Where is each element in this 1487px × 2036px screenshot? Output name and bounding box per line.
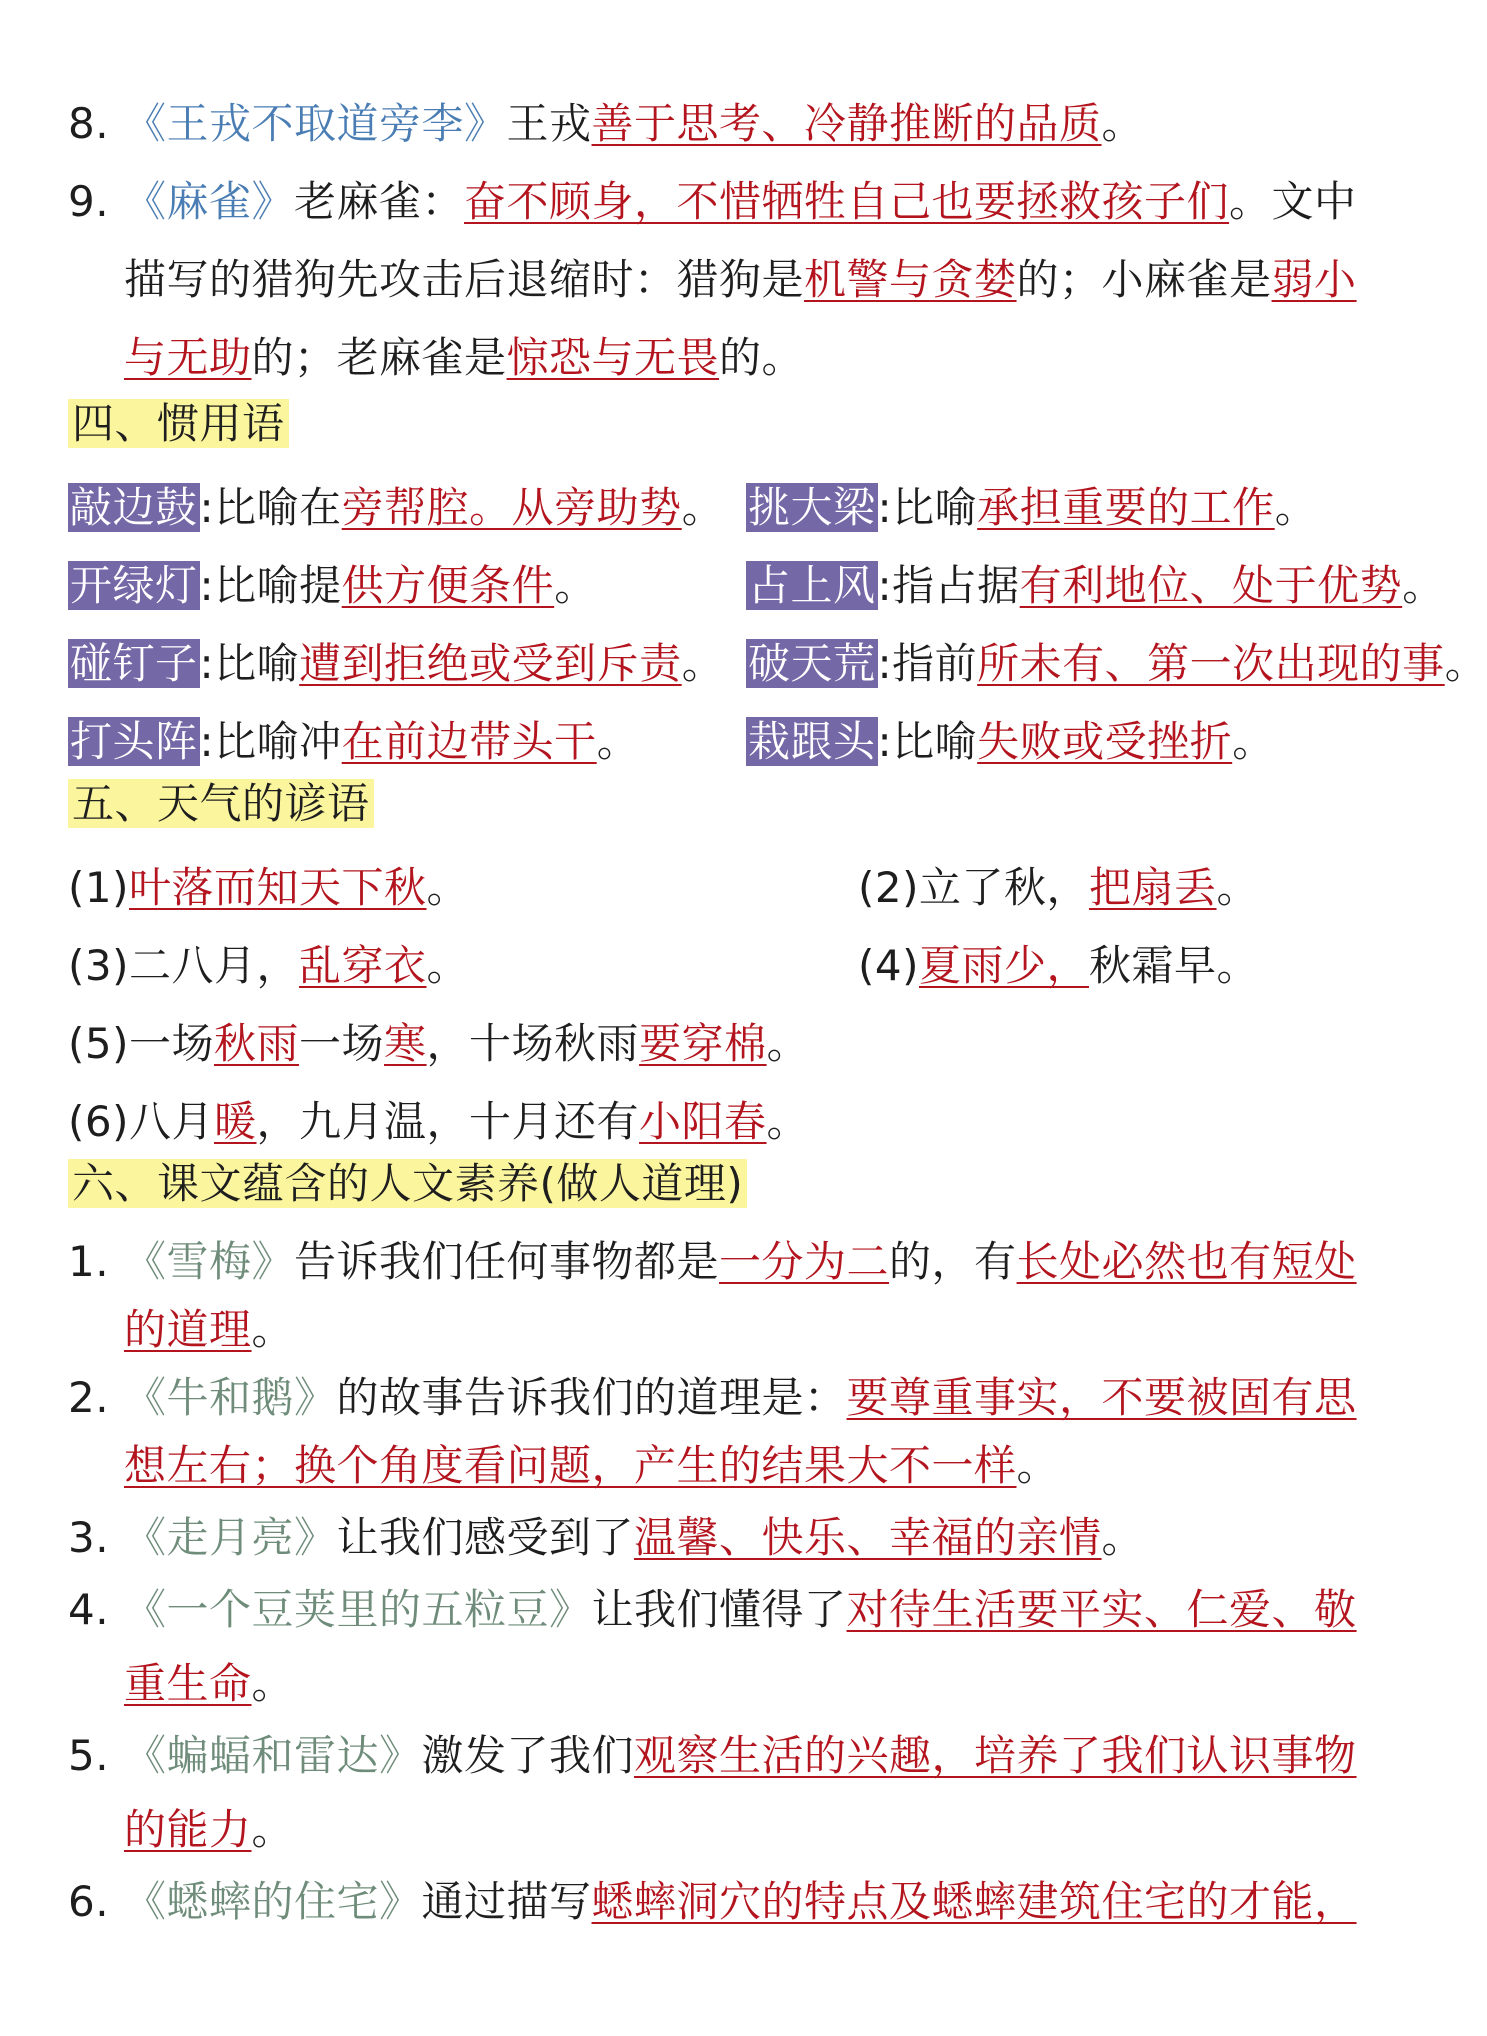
- text: 。: [1216, 863, 1260, 912]
- item-number: 2.: [68, 1373, 110, 1422]
- text: (2)立了秋，: [858, 863, 1089, 912]
- idiom-term: 挑大梁: [748, 483, 876, 532]
- idiom-row-2-right: [746, 560, 1445, 612]
- answer-underlined: 温馨、快乐、幸福的亲情: [634, 1513, 1102, 1562]
- answer-underlined: 失败或受挫折: [977, 717, 1233, 766]
- section-title: 五、天气的谚语: [68, 779, 374, 828]
- text: ，十场秋雨: [426, 1019, 640, 1068]
- text: :指占据: [877, 561, 1020, 610]
- section-title: 四、惯用语: [68, 399, 289, 448]
- text: (4): [858, 941, 919, 990]
- text: 通过描写: [421, 1877, 592, 1926]
- answer-underlined: 对待生活要平实、仁爱、敬: [846, 1585, 1357, 1634]
- lesson-title: 《王戎不取道旁李》: [124, 99, 507, 148]
- lesson-title: 《走月亮》: [124, 1513, 337, 1562]
- text: :比喻提: [199, 561, 342, 610]
- answer-underlined: 观察生活的兴趣，培养了我们认识事物: [634, 1731, 1357, 1780]
- lesson-title: 《雪梅》: [124, 1237, 295, 1286]
- idiom-term: 敲边鼓: [70, 483, 198, 532]
- text: (5)一场: [68, 1019, 214, 1068]
- item-number: 3.: [68, 1513, 110, 1562]
- answer-underlined: 旁帮腔。从旁助势: [341, 483, 682, 532]
- text: 。: [596, 717, 640, 766]
- answer-underlined: 暖: [214, 1097, 257, 1146]
- answer-underlined: 奋不顾身，不惜牺牲自己也要拯救孩子们: [464, 177, 1230, 226]
- answer-underlined: 的道理: [124, 1305, 252, 1354]
- text: 激发了我们: [421, 1731, 635, 1780]
- section-heading-humanities: [68, 1158, 747, 1210]
- text: 描写的猎狗先攻击后退缩时：猎狗是: [124, 255, 805, 304]
- idiom-row-3-right: [746, 638, 1487, 690]
- text: :指前: [877, 639, 978, 688]
- answer-underlined: 弱小: [1271, 255, 1357, 304]
- lesson-5-line-2: [124, 1804, 294, 1856]
- lesson-5-line-1: [68, 1730, 1357, 1782]
- answer-underlined: 乱穿衣: [299, 941, 427, 990]
- lesson-title: 《一个豆荚里的五粒豆》: [124, 1585, 592, 1634]
- answer-underlined: 惊恐与无畏: [506, 333, 720, 382]
- item-number: 6.: [68, 1877, 110, 1926]
- text: (6)八月: [68, 1097, 214, 1146]
- idiom-term: 碰钉子: [70, 639, 198, 688]
- answer-underlined: 重生命: [124, 1659, 252, 1708]
- section-title: 六、课文蕴含的人文素养(做人道理): [68, 1159, 747, 1208]
- answer-underlined: 叶落而知天下秋: [129, 863, 427, 912]
- text: 。: [426, 863, 470, 912]
- lesson-title: 《蝙蝠和雷达》: [124, 1731, 422, 1780]
- answer-underlined: 寒: [384, 1019, 427, 1068]
- text: 。: [766, 1019, 810, 1068]
- text: 。: [251, 1659, 295, 1708]
- text: 的；老麻雀是: [251, 333, 507, 382]
- idiom-term: 打头阵: [70, 717, 198, 766]
- text: 的，有: [889, 1237, 1017, 1286]
- lesson-6-line-1: [68, 1876, 1357, 1928]
- lesson-title: 《麻雀》: [124, 177, 295, 226]
- lesson-3: [68, 1512, 1144, 1564]
- answer-underlined: 机警与贪婪: [804, 255, 1017, 304]
- text: 。: [1101, 1513, 1145, 1562]
- idiom-row-2-left: [68, 560, 597, 612]
- idiom-term: 占上风: [748, 561, 876, 610]
- text: (1): [68, 863, 129, 912]
- text: :比喻在: [199, 483, 342, 532]
- text: 让我们懂得了: [591, 1585, 847, 1634]
- answer-underlined: 一分为二: [719, 1237, 890, 1286]
- answer-underlined: 有利地位、处于优势: [1019, 561, 1403, 610]
- answer-underlined: 把扇丢: [1089, 863, 1217, 912]
- answer-underlined: 承担重要的工作: [977, 483, 1275, 532]
- answer-underlined: 要尊重事实，不要被固有思: [846, 1373, 1357, 1422]
- idiom-term: 开绿灯: [70, 561, 198, 610]
- text: 一场: [299, 1019, 385, 1068]
- item-8: [68, 98, 1144, 150]
- text: 。: [1232, 717, 1275, 766]
- text: 。: [681, 483, 725, 532]
- item-number: 1.: [68, 1237, 110, 1286]
- answer-underlined: 要穿棉: [639, 1019, 767, 1068]
- text: 秋霜早。: [1089, 941, 1260, 990]
- proverb-5: [68, 1018, 809, 1070]
- idiom-row-1-right: [746, 482, 1317, 534]
- text: 。: [1274, 483, 1318, 532]
- answer-underlined: 善于思考、冷静推断的品质: [591, 99, 1102, 148]
- lesson-1-line-1: [68, 1236, 1357, 1288]
- text: 王戎: [506, 99, 592, 148]
- proverb-3: [68, 940, 469, 992]
- item-9-line-3: [124, 332, 804, 384]
- lesson-4-line-2: [124, 1658, 294, 1710]
- answer-underlined: 长处必然也有短处: [1016, 1237, 1357, 1286]
- text: (3)二八月，: [68, 941, 299, 990]
- lesson-1-line-2: [124, 1304, 294, 1356]
- idiom-row-1-left: [68, 482, 724, 534]
- answer-underlined: 想左右；换个角度看问题，产生的结果大不一样: [124, 1441, 1017, 1490]
- text: 。: [1101, 99, 1145, 148]
- item-9-line-1: [68, 176, 1357, 228]
- text: 的故事告诉我们的道理是：: [336, 1373, 847, 1422]
- item-9-line-2: [124, 254, 1357, 306]
- idiom-row-4-right: [746, 716, 1275, 768]
- text: :比喻: [877, 483, 978, 532]
- text: 。: [766, 1097, 810, 1146]
- text: 的。: [719, 333, 805, 382]
- lesson-title: 《蟋蟀的住宅》: [124, 1877, 422, 1926]
- text: 。: [554, 561, 597, 610]
- text: 的；小麻雀是: [1016, 255, 1272, 304]
- text: 。: [426, 941, 470, 990]
- item-number: 4.: [68, 1585, 110, 1634]
- answer-underlined: 遭到拒绝或受到斥责: [299, 639, 682, 688]
- text: 。: [251, 1305, 295, 1354]
- lesson-2-line-1: [68, 1372, 1357, 1424]
- idiom-row-3-left: [68, 638, 724, 690]
- answer-underlined: 夏雨少，: [919, 941, 1090, 990]
- text: 告诉我们任何事物都是: [294, 1237, 720, 1286]
- text: :比喻冲: [199, 717, 342, 766]
- answer-underlined: 的能力: [124, 1805, 252, 1854]
- proverb-2: [858, 862, 1259, 914]
- lesson-title: 《牛和鹅》: [124, 1373, 337, 1422]
- text: 。文中: [1229, 177, 1357, 226]
- answer-underlined: 小阳春: [639, 1097, 767, 1146]
- item-number: 8.: [68, 99, 110, 148]
- lesson-4-line-1: [68, 1584, 1357, 1636]
- answer-underlined: 供方便条件: [341, 561, 555, 610]
- answer-underlined: 蟋蟀洞穴的特点及蟋蟀建筑住宅的才能，: [591, 1877, 1357, 1926]
- text: 让我们感受到了: [336, 1513, 635, 1562]
- section-heading-proverbs: [68, 778, 374, 830]
- item-number: 9.: [68, 177, 110, 226]
- proverb-6: [68, 1096, 809, 1148]
- answer-underlined: 秋雨: [214, 1019, 300, 1068]
- answer-underlined: 与无助: [124, 333, 252, 382]
- section-heading-idioms: [68, 398, 289, 450]
- answer-underlined: 在前边带头干: [341, 717, 597, 766]
- text: :比喻: [877, 717, 978, 766]
- text: 。: [1016, 1441, 1060, 1490]
- proverb-1: [68, 862, 469, 914]
- text: 。: [251, 1805, 295, 1854]
- text: 。: [1444, 639, 1487, 688]
- text: 。: [681, 639, 725, 688]
- idiom-row-4-left: [68, 716, 639, 768]
- proverb-4: [858, 940, 1259, 992]
- idiom-term: 破天荒: [748, 639, 876, 688]
- item-number: 5.: [68, 1731, 110, 1780]
- text: 。: [1402, 561, 1445, 610]
- text: 老麻雀：: [294, 177, 465, 226]
- lesson-2-line-2: [124, 1440, 1059, 1492]
- idiom-term: 栽跟头: [748, 717, 876, 766]
- text: :比喻: [199, 639, 300, 688]
- answer-underlined: 所未有、第一次出现的事: [977, 639, 1445, 688]
- text: ，九月温，十月还有: [256, 1097, 640, 1146]
